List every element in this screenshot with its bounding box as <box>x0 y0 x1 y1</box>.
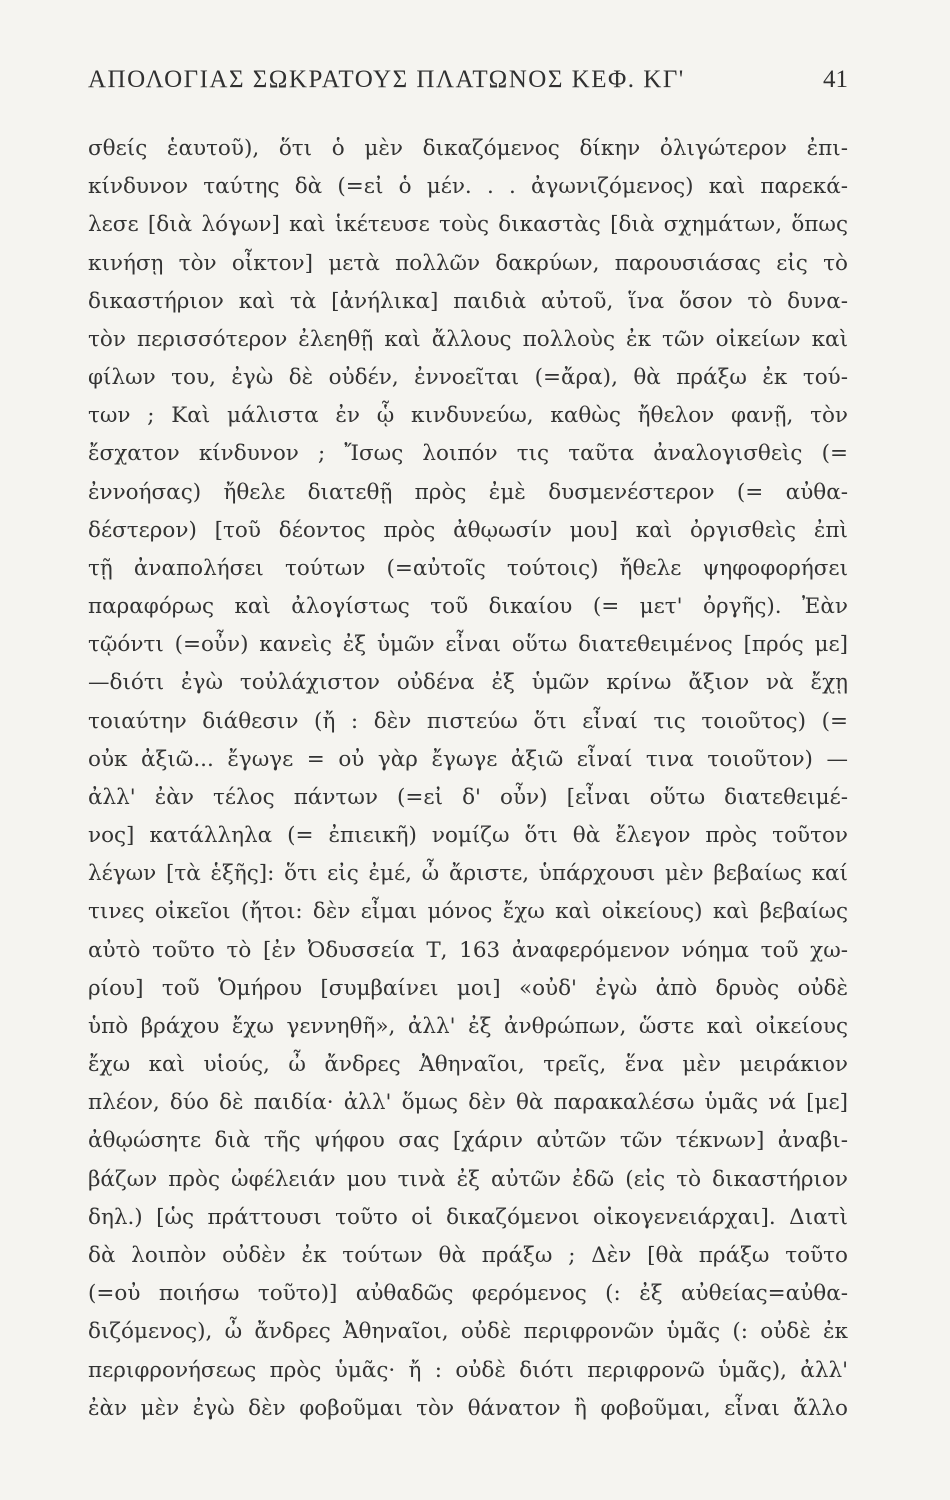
running-head <box>88 66 848 110</box>
text-line: νος] κατάλληλα (= ἐπιεικῆ) νομίζω ὅτι θὰ ἔλεγον πρὸς τοῦτον <box>88 823 848 849</box>
text-line: λέγων [τὰ ἑξῆς]: ὅτι εἰς ἐμέ, ὦ ἄριστε, ὑπάρχουσι μὲν βεβαίως καί <box>88 861 848 887</box>
text-line: δέστερον) [τοῦ δέοντος πρὸς ἀθῳωσίν μου] καὶ ὀργισθεὶς ἐπὶ <box>88 517 848 543</box>
text-line: (=οὐ ποιήσω τοῦτο)] αὐθαδῶς φερόμενος (: ἐξ αὐθείας=αὐθα- <box>88 1281 848 1307</box>
text-line: διζόμενος), ὦ ἄνδρες Ἀθηναῖοι, οὐδὲ περιφρονῶν ὑμᾶς (: οὐδὲ ἐκ <box>88 1319 848 1345</box>
text-line: βάζων πρὸς ὠφέλειάν μου τινὰ ἐξ αὐτῶν ἐδῶ (εἰς τὸ δικαστήριον <box>88 1166 848 1192</box>
text-line: ἐννοήσας) ἤθελε διατεθῇ πρὸς ἐμὲ δυσμενέστερον (= αὐθα- <box>88 479 848 505</box>
text-line: ἔσχατον κίνδυνον ; Ἴσως λοιπόν τις ταῦτα ἀναλογισθεὶς (= <box>88 441 848 467</box>
text-line: κινήσῃ τὸν οἶκτον] μετὰ πολλῶν δακρύων, παρουσιάσας εἰς τὸ <box>88 250 848 276</box>
body-text <box>88 130 848 1428</box>
text-line: αὐτὸ τοῦτο τὸ [ἐν Ὀδυσσεία Τ, 163 ἀναφερόμενον νόημα τοῦ χω- <box>88 937 848 963</box>
text-line: πλέον, δύο δὲ παιδία· ἀλλ' ὅμως δὲν θὰ παρακαλέσω ὑμᾶς νά [με] <box>88 1090 848 1116</box>
text-line: ἔχω καὶ υἱούς, ὦ ἄνδρες Ἀθηναῖοι, τρεῖς, ἕνα μὲν μειράκιον <box>88 1052 848 1078</box>
text-line: ἀθῳώσητε διὰ τῆς ψήφου σας [χάριν αὐτῶν τῶν τέκνων] ἀναβι- <box>88 1128 848 1154</box>
text-line: ὑπὸ βράχου ἔχω γεννηθῆ», ἀλλ' ἐξ ἀνθρώπων, ὥστε καὶ οἰκείους <box>88 1013 848 1039</box>
text-line: ἀλλ' ἐὰν τέλος πάντων (=εἰ δ' οὖν) [εἶναι οὕτω διατεθειμέ- <box>88 784 848 810</box>
page-number: 41 <box>823 66 848 93</box>
text-line: παραφόρως καὶ ἀλογίστως τοῦ δικαίου (= μετ' ὀργῆς). Ἐὰν <box>88 594 848 620</box>
text-line: —διότι ἐγὼ τοὐλάχιστον οὐδένα ἐξ ὑμῶν κρίνω ἄξιον νὰ ἔχῃ <box>88 670 848 696</box>
running-head-title: ΑΠΟΛΟΓΙΑΣ ΣΩΚΡΑΤΟΥΣ ΠΛΑΤΩΝΟΣ ΚΕΦ. ΚΓ' <box>88 66 685 93</box>
text-line: σθείς ἑαυτοῦ), ὅτι ὁ μὲν δικαζόμενος δίκην ὀλιγώτερον ἐπι- <box>88 136 848 161</box>
text-line: δικαστήριον καὶ τὰ [ἀνήλικα] παιδιὰ αὐτοῦ, ἵνα ὅσον τὸ δυνα- <box>88 288 848 314</box>
text-line: τινες οἰκεῖοι (ἤτοι: δὲν εἶμαι μόνος ἔχω καὶ οἰκείους) καὶ βεβαίως <box>88 899 848 925</box>
text-line: τῇ ἀναπολήσει τούτων (=αὐτοῖς τούτοις) ἤθελε ψηφοφορήσει <box>88 555 848 581</box>
text-line: δὰ λοιπὸν οὐδὲν ἐκ τούτων θὰ πράξω ; Δὲν [θὰ πράξω τοῦτο <box>88 1242 848 1268</box>
text-line: περιφρονήσεως πρὸς ὑμᾶς· ἤ : οὐδὲ διότι περιφρονῶ ὑμᾶς), ἀλλ' <box>88 1357 848 1383</box>
text-line: λεσε [διὰ λόγων] καὶ ἱκέτευσε τοὺς δικαστὰς [διὰ σχημάτων, ὅπως <box>88 212 848 238</box>
text-line: των ; Καὶ μάλιστα ἐν ᾧ κινδυνεύω, καθὼς ἤθελον φανῇ, τὸν <box>88 403 848 429</box>
text-line: οὐκ ἀξιῶ... ἔγωγε = οὐ γὰρ ἔγωγε ἀξιῶ εἶναί τινα τοιοῦτον) — <box>88 746 848 772</box>
text-line: τὸν περισσότερον ἐλεηθῇ καὶ ἄλλους πολλοὺς ἐκ τῶν οἰκείων καὶ <box>88 326 848 352</box>
text-line: φίλων του, ἐγὼ δὲ οὐδέν, ἐννοεῖται (=ἄρα), θὰ πράξω ἐκ τού- <box>88 365 848 391</box>
text-line: κίνδυνον ταύτης δὰ (=εἰ ὁ μέν. . . ἀγωνιζόμενος) καὶ παρεκά- <box>88 174 848 200</box>
text-line: ἐὰν μὲν ἐγὼ δὲν φοβοῦμαι τὸν θάνατον ἢ φοβοῦμαι, εἶναι ἄλλο <box>88 1395 848 1421</box>
text-line: ρίου] τοῦ Ὁμήρου [συμβαίνει μοι] «οὐδ' ἐγὼ ἀπὸ δρυὸς οὐδὲ <box>88 975 848 1001</box>
text-line: τῷόντι (=οὖν) κανεὶς ἐξ ὑμῶν εἶναι οὕτω διατεθειμένος [πρός με] <box>88 632 848 658</box>
text-line: τοιαύτην διάθεσιν (ἤ : δὲν πιστεύω ὅτι εἶναί τις τοιοῦτος) (= <box>88 708 848 734</box>
text-line: δηλ.) [ὡς πράττουσι τοῦτο οἱ δικαζόμενοι οἰκογενειάρχαι]. Διατὶ <box>88 1204 848 1230</box>
